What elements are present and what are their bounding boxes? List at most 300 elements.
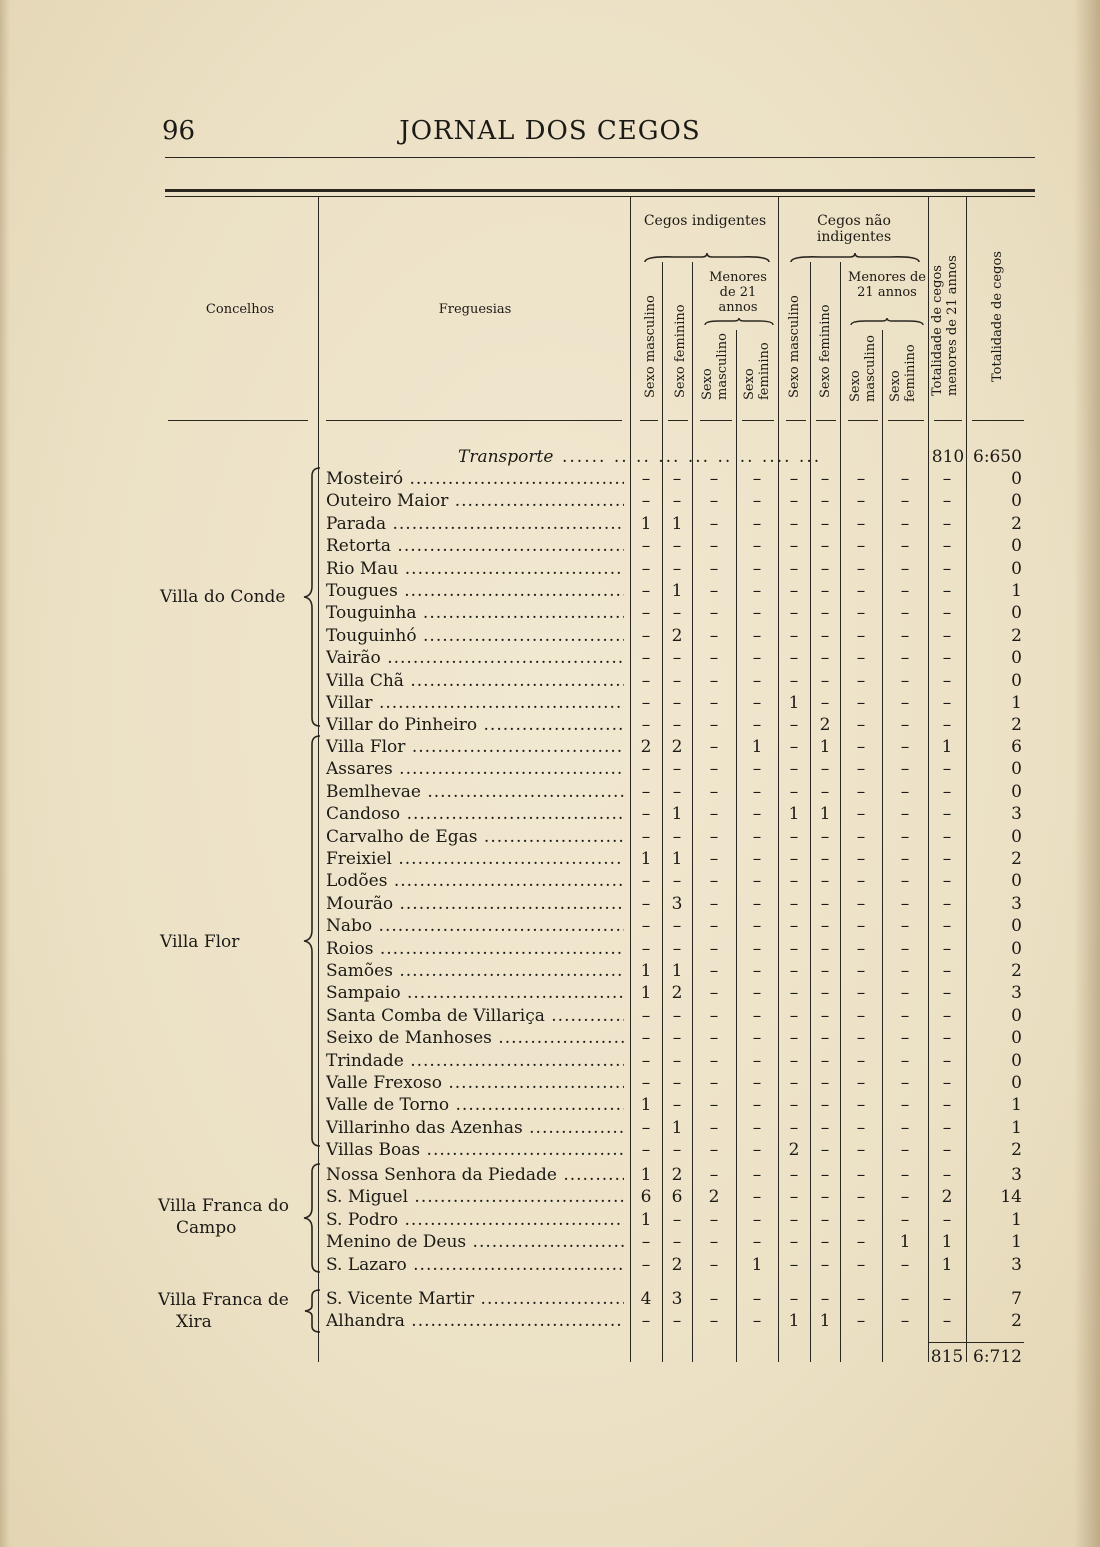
freguesia-name: Freixiel ..... xyxy=(326,848,624,870)
cell-value: 1 xyxy=(751,1254,763,1275)
freguesia-name: Candoso ..... xyxy=(326,803,624,825)
cell-value: – xyxy=(789,1028,799,1049)
cell-value: 1 xyxy=(671,849,683,869)
cell-value: – xyxy=(752,625,762,646)
cell-value: – xyxy=(672,558,682,579)
cell-value: – xyxy=(820,469,830,489)
table-top-rule xyxy=(165,189,1035,192)
cell-value: – xyxy=(900,1028,910,1049)
header-totalidade-menores: Totalidade de cegos menores de 21 annos xyxy=(930,255,960,396)
cell-value: – xyxy=(856,938,866,959)
cell-value: – xyxy=(820,581,830,601)
cell-value: – xyxy=(709,469,719,489)
brace-villa-do-conde xyxy=(300,466,324,728)
cell-value: – xyxy=(789,826,799,847)
header-bottom-rule-2 xyxy=(326,420,622,421)
cell-value: – xyxy=(900,625,910,646)
cell-value: – xyxy=(672,1311,682,1332)
cell-value: – xyxy=(856,961,866,981)
freguesia-name: Touguinhó ..... xyxy=(326,625,624,647)
cell-value: – xyxy=(856,558,866,579)
cell-value: – xyxy=(709,581,719,601)
cell-value: 2 xyxy=(941,1187,953,1208)
cell-value: – xyxy=(752,893,762,914)
cell-value: – xyxy=(789,737,799,757)
cell-value: 2 xyxy=(671,625,683,646)
cell-value: 3 xyxy=(671,1289,683,1309)
cell-value: – xyxy=(789,759,799,780)
header-bottom-rule-6 xyxy=(742,420,774,421)
cell-value: – xyxy=(820,961,830,981)
cell-value: – xyxy=(900,871,910,892)
table-top-rule-inner xyxy=(165,196,1035,197)
table-row xyxy=(0,1231,1100,1253)
cell-value: – xyxy=(789,1209,799,1230)
cell-value: – xyxy=(900,826,910,847)
table-row xyxy=(0,625,1100,647)
cell-value: – xyxy=(709,759,719,780)
cell-value: – xyxy=(856,804,866,825)
freguesia-name: Roios ..... xyxy=(326,938,624,960)
freguesia-name: S. Miguel ..... xyxy=(326,1186,624,1208)
freguesia-name: Seixo de Manhoses ..... xyxy=(326,1027,624,1049)
table-row xyxy=(0,1117,1100,1139)
cell-value: – xyxy=(752,1187,762,1208)
cell-value: – xyxy=(752,513,762,534)
transporte-label: Transporte xyxy=(458,447,554,467)
freguesia-name: Sampaio ..... xyxy=(326,982,624,1004)
cell-value: – xyxy=(789,938,799,959)
cell-value: – xyxy=(900,893,910,914)
cell-value: 2 xyxy=(708,1187,720,1208)
cell-value: – xyxy=(752,1311,762,1332)
cell-value: – xyxy=(789,781,799,802)
cell-value: – xyxy=(820,1140,830,1161)
cell-value: – xyxy=(900,1095,910,1116)
cell-value: 1 xyxy=(751,737,763,757)
final-total: 6:712 xyxy=(973,1347,1022,1367)
cell-value: – xyxy=(900,938,910,959)
cell-value: – xyxy=(752,983,762,1004)
cell-value: 1 xyxy=(819,737,831,757)
cell-value: – xyxy=(709,536,719,557)
cell-value: – xyxy=(752,1140,762,1161)
cell-value: – xyxy=(672,1073,682,1093)
cell-value: 2 xyxy=(671,1165,683,1185)
cell-value: – xyxy=(900,916,910,937)
freguesia-name: Santa Comba de Villariça ..... xyxy=(326,1005,624,1027)
cell-value: 1 xyxy=(819,804,831,825)
cell-value: – xyxy=(752,759,762,780)
transporte-menores-total: 810 xyxy=(931,447,965,467)
cell-value: – xyxy=(942,893,952,914)
cell-value: – xyxy=(641,1117,651,1138)
cell-value: – xyxy=(856,648,866,669)
cell-value: – xyxy=(709,781,719,802)
cell-value: 6 xyxy=(671,1187,683,1208)
cell-value: – xyxy=(672,826,682,847)
cell-value: – xyxy=(820,1289,830,1309)
cell-value: – xyxy=(856,1254,866,1275)
table-row xyxy=(0,982,1100,1004)
cell-value: – xyxy=(856,759,866,780)
cell-value: – xyxy=(820,1028,830,1049)
cell-value: – xyxy=(900,491,910,512)
cell-value: – xyxy=(820,625,830,646)
freguesia-name: Tougues ..... xyxy=(326,580,624,602)
cell-value: – xyxy=(789,603,799,624)
cell-value: – xyxy=(752,1289,762,1309)
cell-value: – xyxy=(641,603,651,624)
cell-value: – xyxy=(942,513,952,534)
cell-value: – xyxy=(900,849,910,869)
cell-value: – xyxy=(709,1028,719,1049)
cell-value: – xyxy=(789,715,799,736)
cell-value: – xyxy=(709,737,719,757)
cell-value: – xyxy=(641,1311,651,1332)
cell-value: – xyxy=(900,670,910,691)
cell-value: – xyxy=(900,961,910,981)
cell-value: – xyxy=(856,581,866,601)
freguesia-name: S. Lazaro ..... xyxy=(326,1254,624,1276)
cell-value: – xyxy=(641,1232,651,1253)
cell-value: 1 xyxy=(640,513,652,534)
cell-value: – xyxy=(672,670,682,691)
freguesia-name: Vairão ..... xyxy=(326,647,624,669)
cell-value: – xyxy=(709,625,719,646)
cell-value: – xyxy=(789,558,799,579)
cell-value: – xyxy=(709,916,719,937)
cell-value: – xyxy=(820,1209,830,1230)
cell-value: – xyxy=(942,581,952,601)
cell-value: – xyxy=(641,1254,651,1275)
header-bottom-rule-7 xyxy=(786,420,806,421)
cell-value: – xyxy=(789,1254,799,1275)
cell-value: 1 xyxy=(671,581,683,601)
cell-value: 1 xyxy=(640,961,652,981)
cell-value: – xyxy=(856,536,866,557)
row-total: 0 xyxy=(1011,1073,1022,1093)
cell-value: – xyxy=(856,670,866,691)
cell-value: – xyxy=(900,1187,910,1208)
cell-value: – xyxy=(709,513,719,534)
page-number: 96 xyxy=(162,116,196,146)
cell-value: – xyxy=(900,1117,910,1138)
header-ind-sexo-feminino: Sexo feminino xyxy=(673,304,688,398)
cell-value: – xyxy=(942,469,952,489)
freguesia-name: Mourão ..... xyxy=(326,893,624,915)
cell-value: 1 xyxy=(941,1232,953,1253)
cell-value: – xyxy=(856,737,866,757)
cell-value: – xyxy=(672,491,682,512)
cell-value: – xyxy=(820,938,830,959)
header-bottom-rule-11 xyxy=(934,420,962,421)
table-row xyxy=(0,848,1100,870)
cell-value: – xyxy=(641,759,651,780)
cell-value: – xyxy=(752,558,762,579)
cell-value: – xyxy=(752,1095,762,1116)
cell-value: – xyxy=(942,693,952,713)
cell-value: – xyxy=(856,625,866,646)
cell-value: – xyxy=(942,781,952,802)
cell-value: – xyxy=(752,781,762,802)
header-bottom-rule-1 xyxy=(168,420,308,421)
cell-value: – xyxy=(709,1005,719,1026)
row-total: 2 xyxy=(1011,715,1022,736)
cell-value: – xyxy=(752,693,762,713)
cell-value: – xyxy=(789,893,799,914)
cell-value: – xyxy=(752,1073,762,1093)
cell-value: – xyxy=(856,1289,866,1309)
table-row xyxy=(0,893,1100,915)
cell-value: – xyxy=(709,670,719,691)
cell-value: – xyxy=(672,938,682,959)
cell-value: – xyxy=(672,1140,682,1161)
cell-value: 1 xyxy=(941,1254,953,1275)
cell-value: – xyxy=(942,1028,952,1049)
cell-value: – xyxy=(709,804,719,825)
row-total: 0 xyxy=(1011,916,1022,937)
cell-value: – xyxy=(900,1005,910,1026)
cell-value: – xyxy=(820,558,830,579)
row-total: 1 xyxy=(1011,693,1022,713)
row-total: 3 xyxy=(1011,983,1022,1004)
cell-value: – xyxy=(752,1028,762,1049)
cell-value: – xyxy=(752,469,762,489)
cell-value: – xyxy=(789,469,799,489)
freguesia-name: Villar ..... xyxy=(326,692,624,714)
cell-value: – xyxy=(641,826,651,847)
cell-value: – xyxy=(900,536,910,557)
cell-value: – xyxy=(641,781,651,802)
cell-value: – xyxy=(641,1140,651,1161)
table-row xyxy=(0,490,1100,512)
cell-value: – xyxy=(752,804,762,825)
header-bottom-rule-5 xyxy=(700,420,732,421)
cell-value: – xyxy=(942,961,952,981)
cell-value: – xyxy=(942,1117,952,1138)
cell-value: – xyxy=(900,1165,910,1185)
cell-value: – xyxy=(672,536,682,557)
header-rule xyxy=(165,157,1035,158)
cell-value: – xyxy=(789,581,799,601)
brace-villa-franca-de-xira xyxy=(300,1288,324,1334)
cell-value: 1 xyxy=(640,983,652,1004)
cell-value: – xyxy=(672,781,682,802)
cell-value: – xyxy=(709,1254,719,1275)
freguesia-name: Mosteiró ..... xyxy=(326,468,624,490)
cell-value: – xyxy=(709,1165,719,1185)
cell-value: 2 xyxy=(671,983,683,1004)
freguesia-name: Villarinho das Azenhas ..... xyxy=(326,1117,624,1139)
cell-value: – xyxy=(820,1073,830,1093)
cell-value: 4 xyxy=(640,1289,652,1309)
cell-value: – xyxy=(900,781,910,802)
cell-value: – xyxy=(900,804,910,825)
cell-value: – xyxy=(641,648,651,669)
cell-value: – xyxy=(789,625,799,646)
cell-value: – xyxy=(856,1050,866,1071)
concelho-villa-franca-de-xira-line1: Villa Franca de xyxy=(158,1290,289,1310)
concelho-villa-franca-de-xira-line2: Xira xyxy=(176,1312,212,1332)
header-concelhos: Concelhos xyxy=(205,302,275,317)
cell-value: – xyxy=(942,1311,952,1332)
table-row xyxy=(0,535,1100,557)
cell-value: – xyxy=(820,849,830,869)
cell-value: – xyxy=(900,1050,910,1071)
freguesia-name: Parada ..... xyxy=(326,513,624,535)
cell-value: 1 xyxy=(640,1095,652,1116)
cell-value: 1 xyxy=(671,513,683,534)
row-total: 2 xyxy=(1011,849,1022,869)
cell-value: – xyxy=(942,1165,952,1185)
cell-value: – xyxy=(856,513,866,534)
cell-value: – xyxy=(942,759,952,780)
cell-value: – xyxy=(942,849,952,869)
cell-value: – xyxy=(789,670,799,691)
cell-value: – xyxy=(942,938,952,959)
cell-value: – xyxy=(856,1311,866,1332)
cell-value: 1 xyxy=(941,737,953,757)
table-row xyxy=(0,692,1100,714)
header-totalidade: Totalidade de cegos xyxy=(990,251,1005,382)
row-total: 0 xyxy=(1011,670,1022,691)
freguesia-name: Villa Chã ..... xyxy=(326,670,624,692)
cell-value: – xyxy=(942,1289,952,1309)
freguesia-name: Villa Flor ..... xyxy=(326,736,624,758)
cell-value: – xyxy=(752,1232,762,1253)
cell-value: – xyxy=(856,1140,866,1161)
row-total: 0 xyxy=(1011,491,1022,512)
cell-value: – xyxy=(789,1095,799,1116)
cell-value: – xyxy=(752,1209,762,1230)
cell-value: – xyxy=(709,558,719,579)
table-row xyxy=(0,1050,1100,1072)
table-row xyxy=(0,647,1100,669)
row-total: 2 xyxy=(1011,961,1022,981)
row-total: 1 xyxy=(1011,1209,1022,1230)
cell-value: – xyxy=(789,961,799,981)
header-ind-menores-masculino: Sexo masculino xyxy=(700,333,730,400)
cell-value: – xyxy=(820,871,830,892)
cell-value: – xyxy=(942,1005,952,1026)
row-total: 0 xyxy=(1011,648,1022,669)
cell-value: 2 xyxy=(788,1140,800,1161)
cell-value: – xyxy=(820,983,830,1004)
cell-value: – xyxy=(942,491,952,512)
cell-value: – xyxy=(856,826,866,847)
freguesia-name: Villas Boas ..... xyxy=(326,1139,624,1161)
cell-value: – xyxy=(672,1232,682,1253)
cell-value: – xyxy=(752,670,762,691)
cell-value: – xyxy=(856,603,866,624)
cell-value: – xyxy=(856,469,866,489)
cell-value: – xyxy=(900,1140,910,1161)
cell-value: – xyxy=(856,1187,866,1208)
cell-value: – xyxy=(942,1140,952,1161)
row-total: 0 xyxy=(1011,1028,1022,1049)
freguesia-name: Nossa Senhora da Piedade ..... xyxy=(326,1164,624,1186)
cell-value: – xyxy=(942,558,952,579)
cell-value: – xyxy=(900,1254,910,1275)
header-cegos-indigentes: Cegos indigentes xyxy=(643,213,767,229)
cell-value: – xyxy=(942,916,952,937)
cell-value: – xyxy=(900,715,910,736)
cell-value: – xyxy=(789,1187,799,1208)
cell-value: – xyxy=(820,513,830,534)
cell-value: – xyxy=(942,715,952,736)
cell-value: – xyxy=(752,871,762,892)
cell-value: 1 xyxy=(640,1209,652,1230)
cell-value: – xyxy=(672,469,682,489)
row-total: 1 xyxy=(1011,1095,1022,1116)
cell-value: – xyxy=(820,1050,830,1071)
cell-value: – xyxy=(942,536,952,557)
row-total: 0 xyxy=(1011,871,1022,892)
row-total: 0 xyxy=(1011,759,1022,780)
cell-value: – xyxy=(820,693,830,713)
table-row xyxy=(0,736,1100,758)
cell-value: – xyxy=(789,1232,799,1253)
table-row xyxy=(0,960,1100,982)
row-total: 2 xyxy=(1011,1140,1022,1161)
cell-value: – xyxy=(856,983,866,1004)
row-total: 3 xyxy=(1011,1165,1022,1185)
cell-value: – xyxy=(709,1209,719,1230)
freguesia-name: Carvalho de Egas ..... xyxy=(326,826,624,848)
table-row xyxy=(0,513,1100,535)
cell-value: – xyxy=(672,759,682,780)
cell-value: – xyxy=(820,1187,830,1208)
cell-value: – xyxy=(752,1005,762,1026)
cell-value: 6 xyxy=(640,1187,652,1208)
cell-value: – xyxy=(820,603,830,624)
table-row xyxy=(0,781,1100,803)
cell-value: – xyxy=(942,648,952,669)
freguesia-name: Villar do Pinheiro ..... xyxy=(326,714,624,736)
cell-value: – xyxy=(856,693,866,713)
brace-menores-nao-indigentes xyxy=(850,318,924,328)
cell-value: 1 xyxy=(899,1232,911,1253)
freguesia-name: Lodões ..... xyxy=(326,870,624,892)
cell-value: – xyxy=(672,715,682,736)
cell-value: – xyxy=(709,1073,719,1093)
cell-value: – xyxy=(641,469,651,489)
cell-value: – xyxy=(709,491,719,512)
table-row xyxy=(0,558,1100,580)
table-row xyxy=(0,803,1100,825)
cell-value: – xyxy=(672,603,682,624)
freguesia-name: Menino de Deus ..... xyxy=(326,1231,624,1253)
cell-value: – xyxy=(709,893,719,914)
cell-value: – xyxy=(641,715,651,736)
cell-value: 1 xyxy=(788,693,800,713)
cell-value: – xyxy=(856,491,866,512)
row-total: 6 xyxy=(1011,737,1022,757)
cell-value: – xyxy=(942,603,952,624)
cell-value: – xyxy=(900,1311,910,1332)
cell-value: – xyxy=(709,849,719,869)
row-total: 7 xyxy=(1011,1289,1022,1309)
cell-value: – xyxy=(709,938,719,959)
row-total: 0 xyxy=(1011,603,1022,624)
freguesia-name: Rio Mau ..... xyxy=(326,558,624,580)
cell-value: – xyxy=(709,1140,719,1161)
header-ind-menores-feminino: Sexo feminino xyxy=(742,342,772,400)
cell-value: – xyxy=(820,1117,830,1138)
cell-value: – xyxy=(856,1232,866,1253)
cell-value: – xyxy=(942,625,952,646)
